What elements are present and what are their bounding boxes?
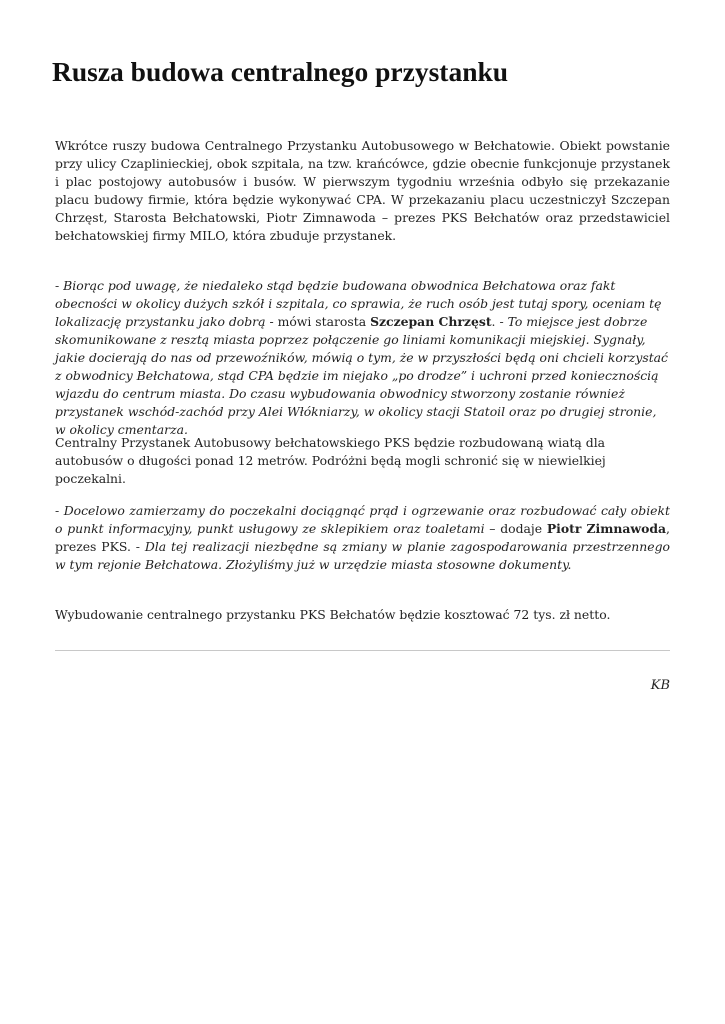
quote-attribution: - mówi starosta — [265, 314, 371, 329]
quote-starosta-part1: - Biorąc pod uwagę, że niedaleko stąd będzie budowana obwodnica Bełchatowa oraz fakt obecności w okolicy dużych szkół i szpitala, co sprawia, że ruch osób jest tutaj spory, oceniam tę lokalizację przystanku jako dobrą — [55, 278, 662, 329]
speaker-role: , prezes PKS. — [55, 521, 670, 554]
author-signature: KB — [650, 678, 670, 693]
speaker-name-chrzest: Szczepan Chrzęst — [370, 314, 492, 329]
sentence-dot: . — [491, 314, 500, 329]
quote-attribution-2: – dodaje — [484, 521, 547, 536]
article-title: Rusza budowa centralnego przystanku — [52, 56, 509, 87]
quote-prezes-part1: - Docelowo zamierzamy do poczekalni dociągnąć prąd i ogrzewanie oraz rozbudować cały obiekt o punkt informacyjny, punkt usługowy ze sklepikiem oraz toaletami — [55, 503, 670, 536]
paragraph-quote-prezes — [55, 502, 670, 574]
paragraph-description: Centralny Przystanek Autobusowy bełchatowskiego PKS będzie rozbudowaną wiatą dla autobusów o długości ponad 12 metrów. Podróżni będą mogli schronić się w niewielkiej poczekalni. — [55, 435, 606, 486]
paragraph-quote-starosta — [55, 277, 670, 439]
quote-prezes-part2: - Dla tej realizacji niezbędne są zmiany w planie zagospodarowania przestrzennego w tym rejonie Bełchatowa. Złożyliśmy już w urzędzie miasta stosowne dokumenty. — [55, 539, 670, 572]
paragraph-intro: Wkrótce ruszy budowa Centralnego Przystanku Autobusowego w Bełchatowie. Obiekt powstanie przy ulicy Czaplinieckiej, obok szpitala, na tzw. krańcówce, gdzie obecnie funkcjonuje przystanek i plac postojowy autobusów i busów. W pierwszym tygodniu września odbyło się przekazanie placu budowy firmie, która będzie wykonywać CPA. W przekazaniu placu uczestniczył Szczepan Chrzęst, Starosta Bełchatowski, Piotr Zimnawoda – prezes PKS Bełchatów oraz przedstawiciel bełchatowskiej firmy MILO, która zbuduje przystanek. — [55, 138, 670, 243]
speaker-name-zimnawoda: Piotr Zimnawoda — [546, 521, 667, 536]
paragraph-cost: Wybudowanie centralnego przystanku PKS Bełchatów będzie kosztować 72 tys. zł netto. — [55, 607, 611, 622]
quote-starosta-part2: - To miejsce jest dobrze skomunikowane z resztą miasta poprzez połączenie go liniami komunikacji miejskiej. Sygnały, jakie docierają do nas od przewoźników, mówią o tym, że w przyszłości będą oni chcieli korzystać z obwodnicy Bełchatowa, stąd CPA będzie im niejako „po drodze” i uchroni przed koniecznością wjazdu do centrum miasta. Do czasu wybudowania obwodnicy stworzony zostanie również przystanek wschód-zachód przy Alei Włókniarzy, w okolicy stacji Statoil oraz po drugiej stronie, w okolicy cmentarza. — [55, 314, 668, 437]
divider — [55, 650, 670, 651]
